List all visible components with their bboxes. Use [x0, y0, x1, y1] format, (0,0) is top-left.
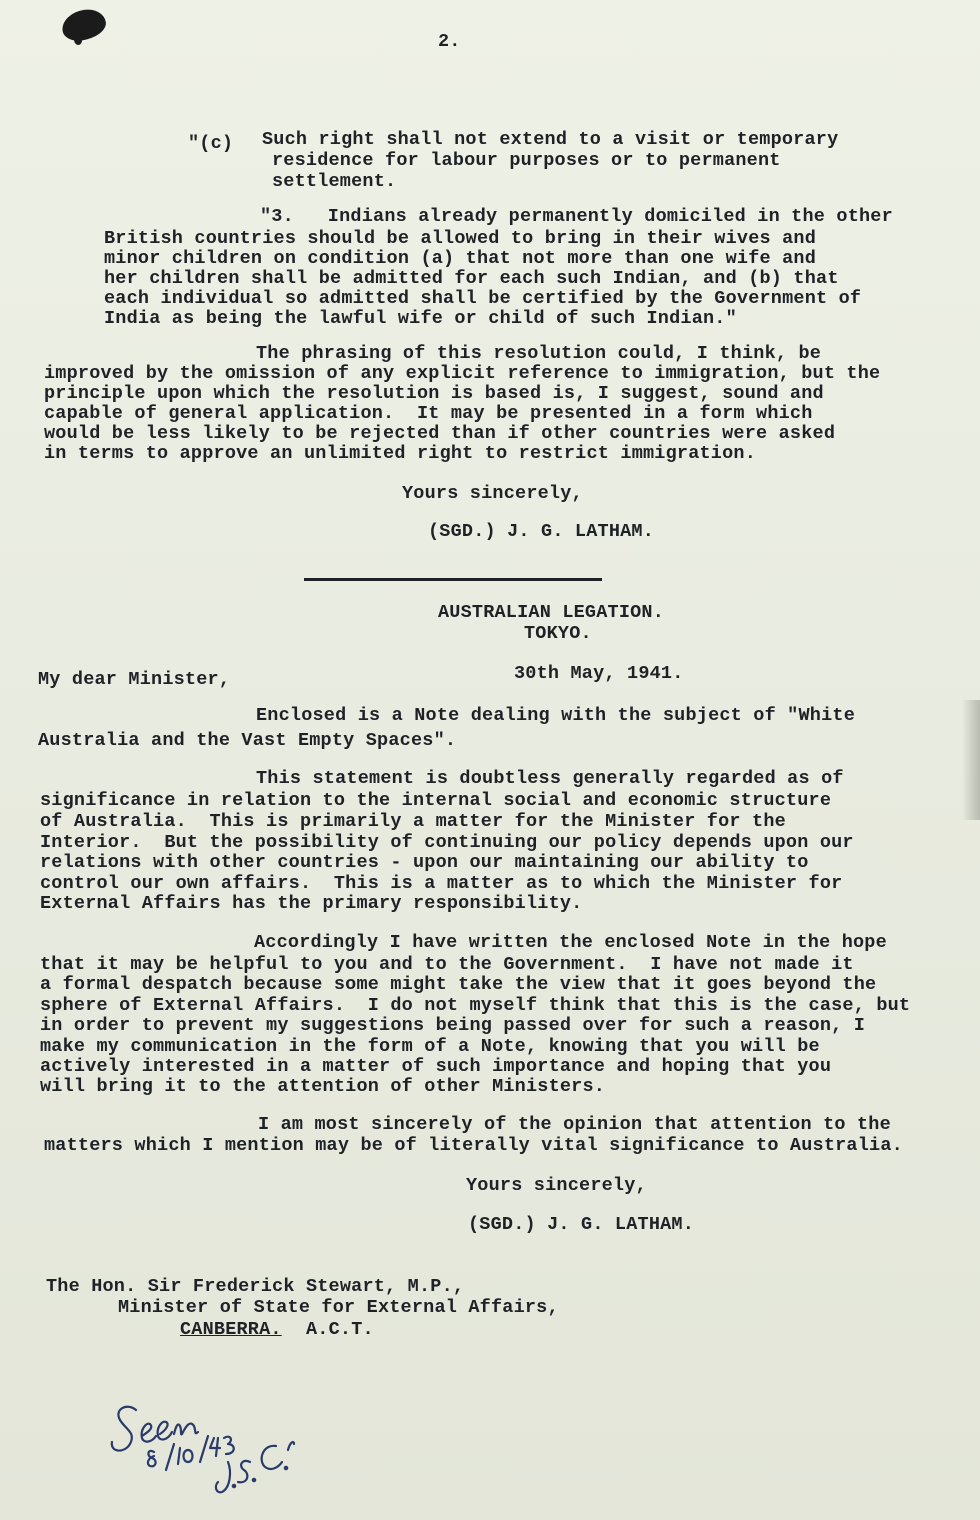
- paragraph-line: significance in relation to the internal social and economic structure: [40, 790, 832, 811]
- clause-3-line: minor children on condition (a) that not more than one wife and: [104, 248, 817, 269]
- clause-c-line: residence for labour purposes or to permanent: [272, 150, 781, 171]
- paragraph-line: of Australia. This is primarily a matter for the Minister for the: [40, 811, 786, 832]
- letterhead-line: AUSTRALIAN LEGATION.: [438, 602, 665, 623]
- closing-salutation: Yours sincerely,: [466, 1175, 647, 1196]
- addressee-title: Minister of State for External Affairs,: [118, 1297, 559, 1318]
- paragraph-line: a formal despatch because some might take the view that it goes beyond the: [40, 974, 877, 995]
- page-number: 2.: [438, 31, 461, 52]
- paragraph-line: capable of general application. It may be presented in a form which: [44, 403, 813, 424]
- clause-c-label: "(c): [188, 133, 234, 154]
- closing-salutation: Yours sincerely,: [402, 483, 583, 504]
- addressee-city: CANBERRA.: [180, 1319, 282, 1340]
- paragraph-line: Interior. But the possibility of continuing our policy depends upon our: [40, 832, 854, 853]
- paragraph-line: control our own affairs. This is a matter as to which the Minister for: [40, 873, 843, 894]
- clause-3-line: India as being the lawful wife or child of such Indian.": [104, 308, 737, 329]
- paragraph-line: that it may be helpful to you and to the Government. I have not made it: [40, 954, 854, 975]
- paragraph-line: matters which I mention may be of literally vital significance to Australia.: [44, 1135, 903, 1156]
- letter-date: 30th May, 1941.: [514, 663, 684, 684]
- paragraph-line: External Affairs has the primary responsibility.: [40, 893, 583, 914]
- paragraph-line: make my communication in the form of a Note, knowing that you will be: [40, 1036, 820, 1057]
- clause-c-line: settlement.: [272, 171, 397, 192]
- signature-block: (SGD.) J. G. LATHAM.: [428, 521, 655, 542]
- paragraph-line: actively interested in a matter of such importance and hoping that you: [40, 1056, 832, 1077]
- letterhead-line: TOKYO.: [524, 623, 592, 644]
- paragraph-line: in order to prevent my suggestions being passed over for such a reason, I: [40, 1015, 866, 1036]
- handwritten-annotation: [108, 1392, 308, 1502]
- paragraph-line: This statement is doubtless generally regarded as of: [256, 768, 844, 789]
- paragraph-line: Australia and the Vast Empty Spaces".: [38, 730, 457, 751]
- page-edge-tear: [962, 700, 980, 820]
- punch-hole: [60, 7, 108, 43]
- addressee-name: The Hon. Sir Frederick Stewart, M.P.,: [46, 1276, 465, 1297]
- clause-c-line: Such right shall not extend to a visit or temporary: [262, 129, 839, 150]
- paragraph-line: would be less likely to be rejected than if other countries were asked: [44, 423, 836, 444]
- paragraph-line: Enclosed is a Note dealing with the subject of "White: [256, 705, 855, 726]
- clause-3-line: British countries should be allowed to bring in their wives and: [104, 228, 817, 249]
- section-divider: [304, 578, 602, 581]
- paragraph-line: improved by the omission of any explicit reference to immigration, but the: [44, 363, 881, 384]
- clause-3-line: her children shall be admitted for each such Indian, and (b) that: [104, 268, 839, 289]
- addressee-territory: A.C.T.: [306, 1319, 374, 1340]
- salutation: My dear Minister,: [38, 669, 231, 690]
- paragraph-line: relations with other countries - upon our maintaining our ability to: [40, 852, 809, 873]
- clause-3-line: "3. Indians already permanently domiciled in the other: [260, 206, 893, 227]
- paragraph-line: I am most sincerely of the opinion that attention to the: [258, 1114, 891, 1135]
- paragraph-line: principle upon which the resolution is based is, I suggest, sound and: [44, 383, 824, 404]
- paragraph-line: Accordingly I have written the enclosed Note in the hope: [254, 932, 887, 953]
- clause-3-line: each individual so admitted shall be certified by the Government of: [104, 288, 862, 309]
- paragraph-line: will bring it to the attention of other Ministers.: [40, 1076, 606, 1097]
- paragraph-line: sphere of External Affairs. I do not myself think that this is the case, but: [40, 995, 911, 1016]
- signature-block: (SGD.) J. G. LATHAM.: [468, 1214, 695, 1235]
- paragraph-line: The phrasing of this resolution could, I think, be: [256, 343, 822, 364]
- paragraph-line: in terms to approve an unlimited right to restrict immigration.: [44, 443, 757, 464]
